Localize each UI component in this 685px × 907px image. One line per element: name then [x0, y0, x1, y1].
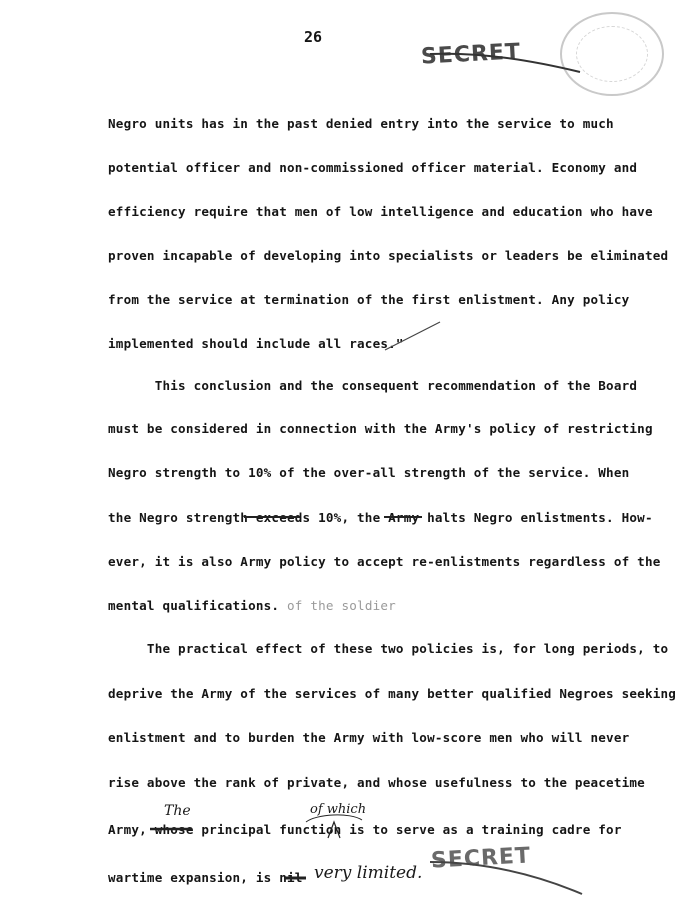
text-line-6: implemented should include all races."	[108, 336, 404, 351]
faint-addition: of the soldier	[279, 598, 396, 613]
handwritten-very-limited: very limited.	[314, 863, 423, 883]
text-line-16: rise above the rank of private, and whose usefulness to the peacetime	[108, 775, 645, 790]
text-line-12	[108, 598, 396, 613]
text-line-4: proven incapable of developing into specialists or leaders be eliminated	[108, 248, 669, 263]
text-line-8: must be considered in connection with the Army's policy of restricting	[108, 421, 653, 436]
text-line-3: efficiency require that men of low intelligence and education who have	[108, 204, 653, 219]
text-line-2: potential officer and non-commissioned officer material. Economy and	[108, 160, 638, 175]
text-line-17: Army, whose principal function is to serve as a training cadre for	[108, 822, 622, 837]
text-line-10: the Negro strength exceeds 10%, the Army halts Negro enlistments. How-	[108, 510, 653, 525]
text-line-12-main: mental qualifications.	[108, 598, 280, 613]
text-line-11: ever, it is also Army policy to accept re-enlistments regardless of the	[108, 554, 661, 569]
text-line-18: wartime expansion, is nil	[108, 870, 303, 885]
text-line-9: Negro strength to 10% of the over-all strength of the service. When	[108, 465, 630, 480]
text-line-13: The practical effect of these two policies is, for long periods, to	[108, 641, 669, 656]
text-line-15: enlistment and to burden the Army with low-score men who will never	[108, 730, 630, 745]
text-line-7: This conclusion and the consequent recommendation of the Board	[108, 378, 638, 393]
archive-seal-inner	[576, 26, 648, 82]
text-line-5: from the service at termination of the first enlistment. Any policy	[108, 292, 630, 307]
archive-seal	[560, 12, 664, 96]
handwritten-the: The	[164, 803, 191, 819]
text-line-14: deprive the Army of the services of many better qualified Negroes seeking	[108, 686, 677, 701]
secret-stamp-top: SECRET	[420, 39, 522, 70]
text-line-1: Negro units has in the past denied entry into the service to much	[108, 116, 614, 131]
secret-stamp-bottom: SECRET	[430, 843, 532, 874]
page-number: 26	[304, 28, 323, 46]
handwritten-of-which: of which	[310, 802, 367, 817]
